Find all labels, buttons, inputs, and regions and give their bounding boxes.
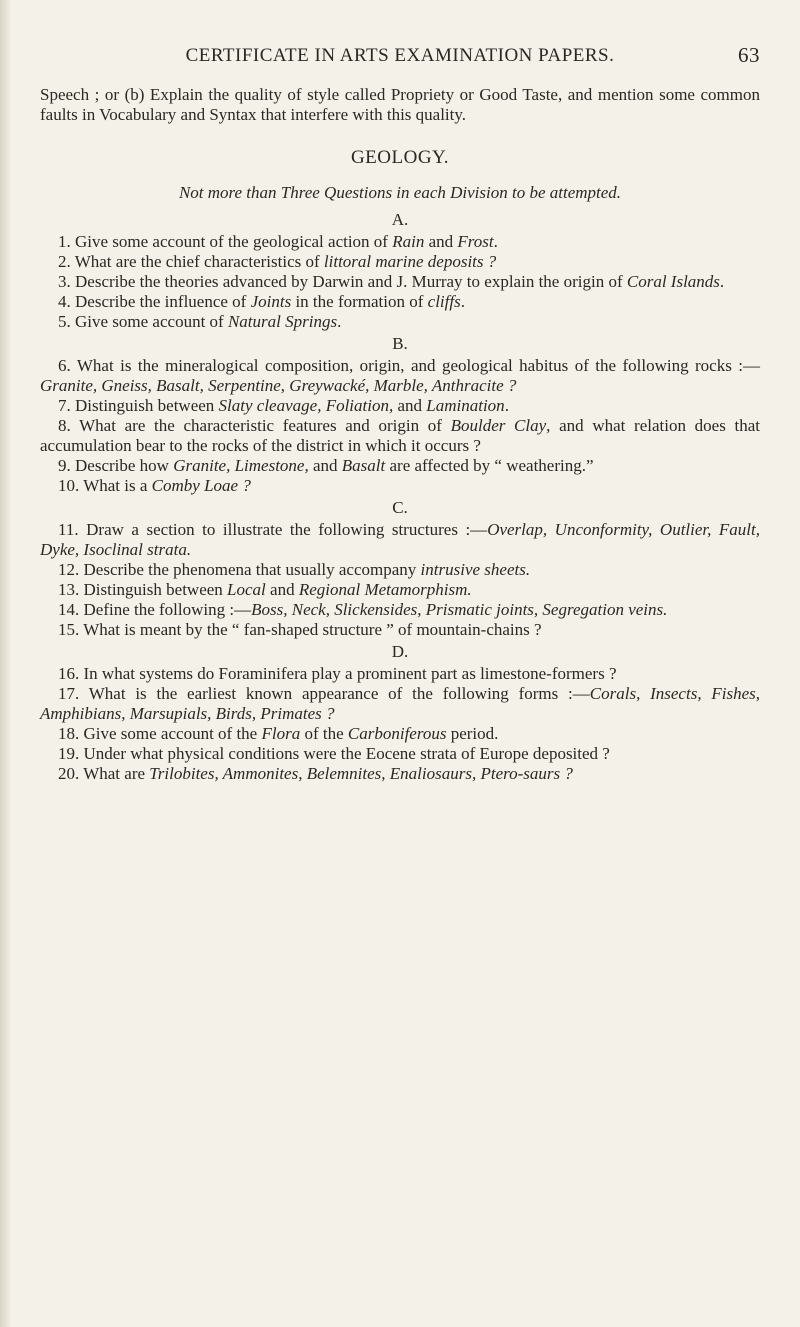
division-heading-b: B. <box>392 334 408 353</box>
intro-paragraph: Speech ; or (b) Explain the quality of style called Propriety or Good Taste, and mention some common faults in Vocabulary and Syntax that interfere with this quality. <box>40 85 760 124</box>
division-heading-a: A. <box>391 210 409 229</box>
section-instruction: Not more than Three Questions in each Division to be attempted. <box>178 183 622 202</box>
question-5: 5. Give some account of Natural Springs. <box>58 312 342 331</box>
question-13: 13. Distinguish between Local and Regional Metamorphism. <box>58 580 472 599</box>
question-7: 7. Distinguish between Slaty cleavage, Foliation, and Lamination. <box>58 396 509 415</box>
question-14: 14. Define the following :—Boss, Neck, Slickensides, Prismatic joints, Segregation veins. <box>58 600 668 619</box>
division-heading-d: D. <box>391 642 409 661</box>
header-title: CERTIFICATE IN ARTS EXAMINATION PAPERS. <box>185 45 615 66</box>
question-17: 17. What is the earliest known appearance of the following forms :—Corals, Insects, Fishes, Amphibians, Marsupials, Birds, Primates ? <box>40 684 760 723</box>
document-page <box>40 45 760 784</box>
division-heading-c: C. <box>392 498 408 517</box>
question-19: 19. Under what physical conditions were the Eocene strata of Europe deposited ? <box>58 744 610 763</box>
question-3: 3. Describe the theories advanced by Darwin and J. Murray to explain the origin of Coral Islands. <box>58 272 725 291</box>
question-10: 10. What is a Comby Loae ? <box>58 476 251 495</box>
page-number: 63 <box>738 43 760 67</box>
question-4: 4. Describe the influence of Joints in the formation of cliffs. <box>58 292 465 311</box>
question-8: 8. What are the characteristic features and origin of Boulder Clay, and what relation does that accumulation bear to the rocks of the district in which it occurs ? <box>40 416 760 455</box>
question-16: 16. In what systems do Foraminifera play a prominent part as limestone-formers ? <box>58 664 617 683</box>
question-6: 6. What is the mineralogical composition, origin, and geological habitus of the following rocks :—Granite, Gneiss, Basalt, Serpentine, Greywacké, Marble, Anthracite ? <box>40 356 760 395</box>
question-2: 2. What are the chief characteristics of littoral marine deposits ? <box>58 252 497 271</box>
page-binding-shadow <box>0 0 10 1327</box>
question-15: 15. What is meant by the “ fan-shaped structure ” of mountain-chains ? <box>58 620 542 639</box>
question-12: 12. Describe the phenomena that usually accompany intrusive sheets. <box>58 560 531 579</box>
question-18: 18. Give some account of the Flora of the Carboniferous period. <box>58 724 499 743</box>
section-title: GEOLOGY. <box>350 147 450 168</box>
question-11: 11. Draw a section to illustrate the following structures :—Overlap, Unconformity, Outlier, Fault, Dyke, Isoclinal strata. <box>40 520 761 559</box>
question-1: 1. Give some account of the geological action of Rain and Frost. <box>58 232 498 251</box>
question-9: 9. Describe how Granite, Limestone, and Basalt are affected by “ weathering.” <box>58 456 594 475</box>
question-20: 20. What are Trilobites, Ammonites, Belemnites, Enaliosaurs, Ptero-saurs ? <box>58 764 573 783</box>
running-header <box>40 45 760 85</box>
